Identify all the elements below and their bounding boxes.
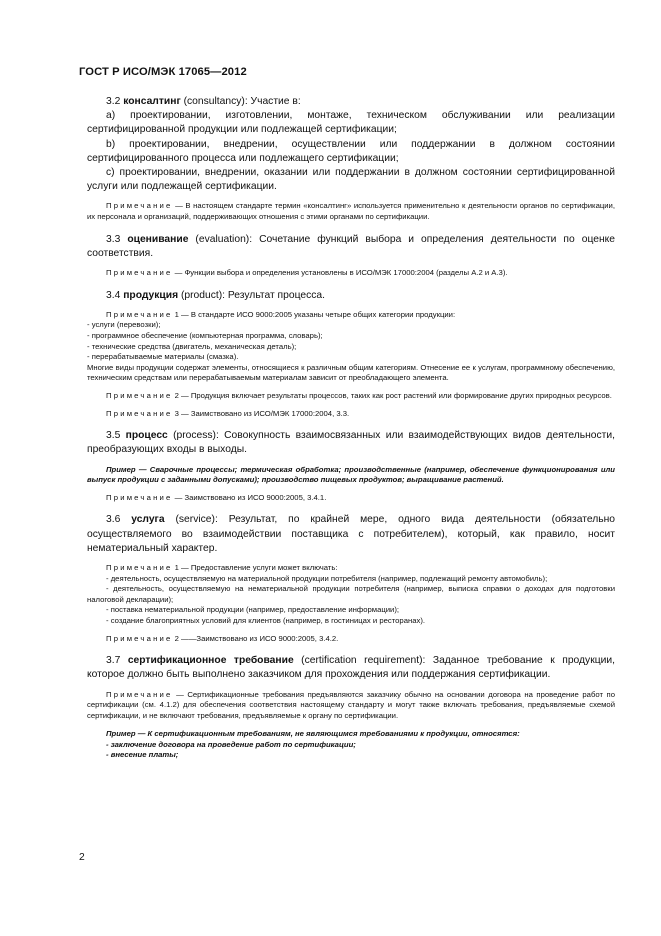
note-label: Примечание xyxy=(106,408,173,418)
section-3-6 xyxy=(87,513,615,644)
note-text: — Заимствовано из ИСО 9000:2005, 3.4.1. xyxy=(172,492,327,502)
document-header: ГОСТ Р ИСО/МЭК 17065—2012 xyxy=(79,66,247,78)
note xyxy=(87,563,615,574)
note-label: Примечание xyxy=(106,201,173,211)
list-item: - заключение договора на проведение работ по сертификации; xyxy=(106,739,356,749)
note-label: Примечание xyxy=(106,309,173,319)
section-3-3 xyxy=(87,233,615,279)
term-name: сертификационное требование xyxy=(127,655,294,667)
list-item: - создание благоприятных условий для клиентов (например, в гостиницах и ресторанах). xyxy=(106,615,426,625)
example: Пример — Сварочные процессы; термическая обработка; производственные (например, обеспечение функционирования или выпуск продукции с заданными допусками); производство пищевых продуктов; выращивание растений. xyxy=(87,464,615,485)
note xyxy=(87,690,615,722)
note-text: 2 ——Заимствовано из ИСО 9000:2005, 3.4.2. xyxy=(172,633,339,643)
section-3-2 xyxy=(87,95,615,223)
note xyxy=(87,391,615,402)
term-text: (service): Результат, по крайней мере, одного вида деятельности (обязательно осуществляемого во взаимодействии поставщика с потребителем), который, как правило, носит нематериальный характер. xyxy=(87,514,615,554)
section-3-7 xyxy=(87,654,615,761)
note xyxy=(87,634,615,645)
note-text: — Сертификационные требования предъявляются заказчику обычно на основании договора на проведение работ по сертификации (см. 4.1.2) для обеспечения соответствия настоящему стандарту и могут также включать требования, предъявляемые схемой сертификации, и не включают требования, предъявляемые к органу по сертификации. xyxy=(87,689,615,720)
note xyxy=(87,201,615,222)
term-text: (consultancy): Участие в: xyxy=(180,96,301,107)
note-text: 1 — Предоставление услуги может включать: xyxy=(172,562,338,572)
term-definition xyxy=(87,289,615,303)
note-text: 2 — Продукция включает результаты процессов, таких как рост растений или формирование других природных ресурсов. xyxy=(172,390,612,400)
note-text: 1 — В стандарте ИСО 9000:2005 указаны четыре общих категории продукции: xyxy=(172,309,456,319)
term-number: 3.5 xyxy=(106,430,121,442)
list-item: - деятельность, осуществляемую на материальной продукции потребителя (например, подлежащий ремонту автомобиль); xyxy=(106,573,548,583)
term-text: (product): Результат процесса. xyxy=(178,289,325,301)
note-text: 3 — Заимствовано из ИСО/МЭК 17000:2004, 3.3. xyxy=(172,408,350,418)
term-name: консалтинг xyxy=(123,96,181,107)
note-label: Примечание xyxy=(106,492,173,502)
term-text: (evaluation): Сочетание функций выбора и определения деятельности по оценке соответствия. xyxy=(87,233,615,259)
term-definition xyxy=(87,95,615,109)
note xyxy=(87,268,615,279)
list-item: - перерабатываемые материалы (смазка). xyxy=(87,352,239,362)
list-item: - услуги (перевозки); xyxy=(87,320,161,330)
list-item: a) проектировании, изготовлении, монтаже, техническом обслуживании или реализации сертифицированной продукции или подлежащей сертификации; xyxy=(87,110,615,136)
term-number: 3.4 xyxy=(106,289,121,301)
note xyxy=(87,493,615,504)
list-item: - деятельность, осуществляемую на нематериальной продукции потребителя (например, выписка справки о доходах для подготовки налоговой декларации); xyxy=(87,584,615,604)
term-definition xyxy=(87,233,615,261)
list-item: b) проектировании, внедрении, осуществлении или поддержании в должном состоянии сертифицированного процесса или подлежащего сертификации; xyxy=(87,138,615,164)
note-label: Примечание xyxy=(106,390,173,400)
note-text: Многие виды продукции содержат элементы, относящиеся к различным общим категориям. Отнесение ее к услугам, программному обеспечению, техническим средствам или перерабатываемым материалам зависит от преобладающего элемента. xyxy=(87,362,615,383)
note-label: Примечание xyxy=(106,633,173,643)
term-number: 3.2 xyxy=(106,96,121,107)
term-number: 3.7 xyxy=(106,655,121,667)
example: Пример — К сертификационным требованиям, не являющимся требованиями к продукции, относятся: xyxy=(106,729,520,739)
note-text: — В настоящем стандарте термин «консалтинг» используется применительно к деятельности органов по сертификации, их персонала и организаций, поддерживающих отношения с этими органами по сертификации. xyxy=(87,201,615,222)
term-definition xyxy=(87,654,615,682)
term-definition xyxy=(87,429,615,457)
page-number: 2 xyxy=(79,852,85,863)
note-label: Примечание xyxy=(106,268,173,278)
section-3-5 xyxy=(87,429,615,503)
list-item: - внесение платы; xyxy=(106,750,179,760)
term-number: 3.6 xyxy=(106,514,121,526)
term-definition xyxy=(87,513,615,556)
term-name: оценивание xyxy=(127,233,189,245)
term-text: (process): Совокупность взаимосвязанных или взаимодействующих видов деятельности, преобразующих входы в выходы. xyxy=(87,430,615,456)
note-label: Примечание xyxy=(106,562,173,572)
list-item: - программное обеспечение (компьютерная программа, словарь); xyxy=(87,331,323,340)
section-3-4 xyxy=(87,289,615,420)
list-item: - технические средства (двигатель, механическая деталь); xyxy=(87,341,297,351)
list-item: c) проектировании, внедрении, оказании или поддержании в должном состоянии сертифицированной услуги или подлежащей сертификации. xyxy=(87,167,615,193)
note-text: — Функции выбора и определения установлены в ИСО/МЭК 17000:2004 (разделы А.2 и А.3). xyxy=(172,268,508,278)
note xyxy=(87,409,615,420)
document-body xyxy=(87,95,615,761)
term-name: процесс xyxy=(125,430,168,442)
term-number: 3.3 xyxy=(106,233,121,245)
list-item: - поставка нематериальной продукции (например, предоставление информации); xyxy=(106,605,400,615)
note xyxy=(87,310,615,321)
note-label: Примечание xyxy=(106,689,173,699)
term-name: продукция xyxy=(123,289,179,301)
term-name: услуга xyxy=(131,514,165,526)
term-text: (certification requirement): Заданное требование к продукции, которое должно быть выполнено заказчиком для прохождения или поддержания сертификации. xyxy=(87,655,615,681)
